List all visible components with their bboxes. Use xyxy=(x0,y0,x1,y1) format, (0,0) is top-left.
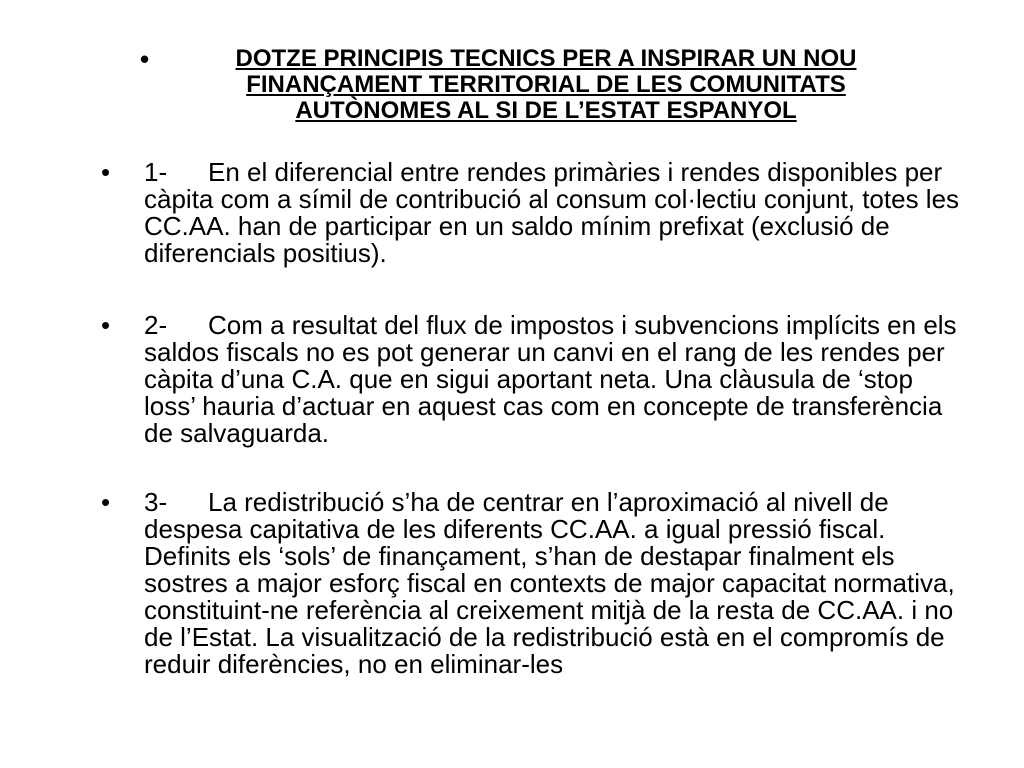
bullet-dot-icon: • xyxy=(101,487,111,517)
principle-text: La redistribució s’ha de centrar en l’aproximació al nivell de despesa capitativa de les diferents CC.AA. a igual pressió fiscal. Definits els ‘sols’ de finançament, s’han de destapar finalment els sostres a major esforç fiscal en contexts de major capacitat normativa, constituint-ne referència al creixement mitjà de la resta de CC.AA. i no de l’Estat. La visualització de la redistribució està en el compromís de reduir diferències, no en eliminar-les xyxy=(144,487,955,679)
principle-item-2 xyxy=(101,312,981,447)
bullet-dot-icon: • xyxy=(101,310,111,340)
principle-item-3 xyxy=(101,489,981,678)
principle-number: 3- xyxy=(144,487,168,517)
principle-text: En el diferencial entre rendes primàries i rendes disponibles per càpita com a símil de contribució al consum col·lectiu conjunt, totes les CC.AA. han de participar en un saldo mínim prefixat (exclusió de diferencials positius). xyxy=(144,157,960,268)
title-bullet xyxy=(140,46,940,124)
bullet-dot-icon: • xyxy=(140,44,150,74)
principle-number: 1- xyxy=(144,157,168,187)
principle-text: Com a resultat del flux de impostos i subvencions implícits en els saldos fiscals no es pot generar un canvi en el rang de les rendes per càpita d’una C.A. que en sigui aportant neta. Una clàusula de ‘stop loss’ hauria d’actuar en aquest cas com en concepte de transferència de salvaguarda. xyxy=(144,310,957,448)
slide-title: DOTZE PRINCIPIS TECNICS PER A INSPIRAR UN NOU FINANÇAMENT TERRITORIAL DE LES COMUNITATS AUTÒNOMES AL SI DE L’ESTAT ESPANYOL xyxy=(235,45,857,124)
principle-item-1 xyxy=(101,159,981,267)
principle-number: 2- xyxy=(144,310,168,340)
bullet-dot-icon: • xyxy=(101,157,111,187)
